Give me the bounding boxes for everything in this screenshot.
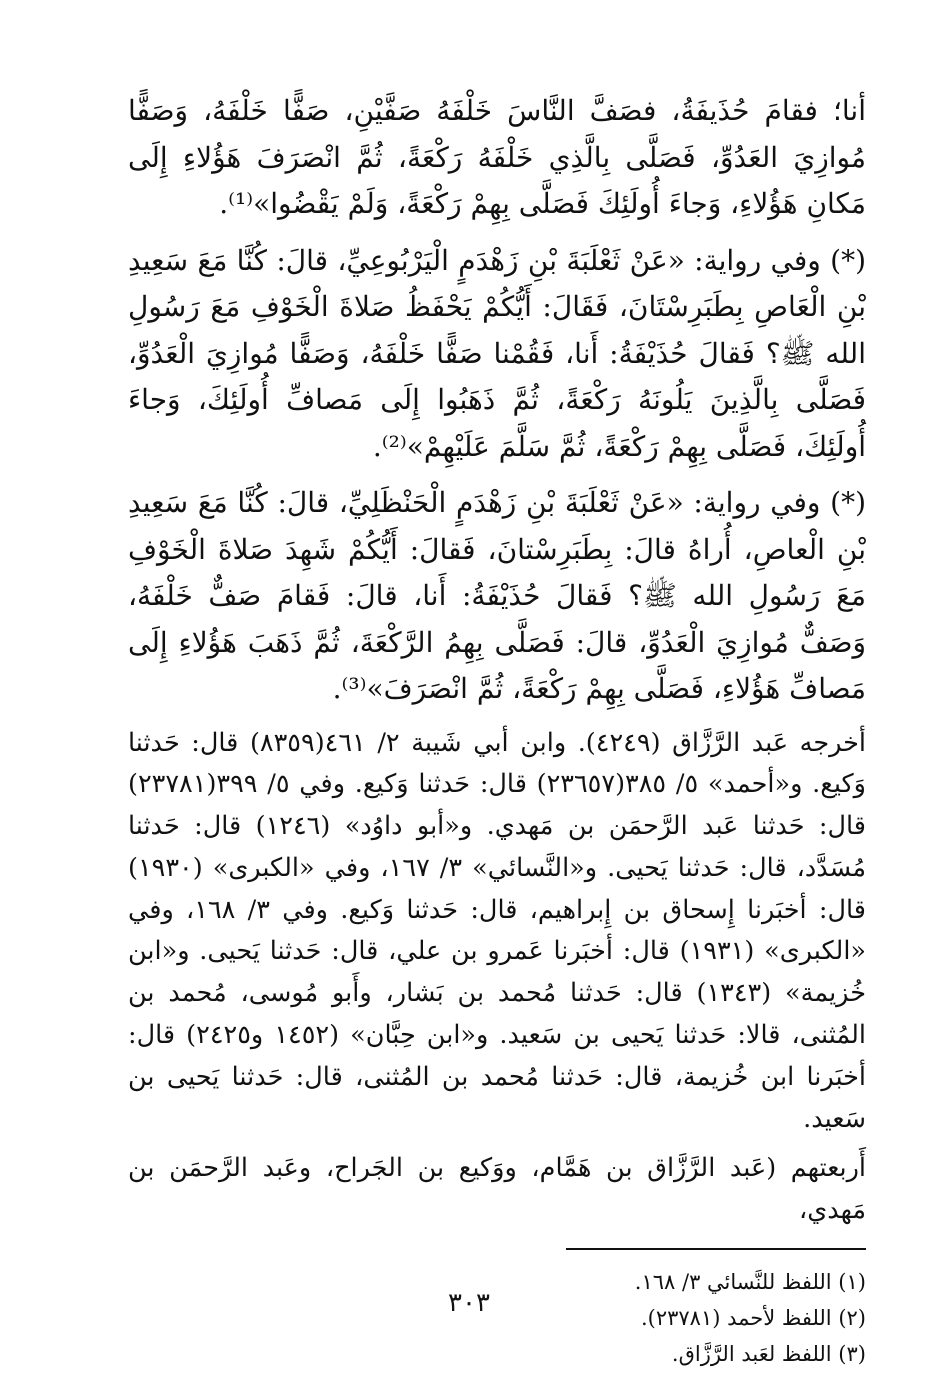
main-text bbox=[128, 88, 866, 1232]
footnotes bbox=[128, 1264, 866, 1372]
paragraph-1: أنا؛ فقامَ حُذَيفَةُ، فصَفَّ النَّاسَ خَلْفَهُ صَفَّيْنِ، صَفًّا خَلْفَهُ، وَصَفًّا مُوازِيَ العَدُوِّ، فَصَلَّى بِالَّذِي خَلْفَهُ رَكْعَةً، ثُمَّ انْصَرَفَ هَؤُلاءِ إِلَى مَكانِ هَؤُلاءِ، وَجاءَ أُولَئِكَ فَصَلَّى بِهِمْ رَكْعَةً، وَلَمْ يَقْضُوا»⁽¹⁾. bbox=[128, 94, 866, 220]
paragraph-3: (*) وفي رواية: «عَنْ ثَعْلَبَةَ بْنِ زَهْدَمٍ الْحَنْظَلِيِّ، قالَ: كُنَّا مَعَ سَعِيدِ بْنِ الْعاصِ، أُراهُ قالَ: بِطَبَرِسْتانَ، فَقالَ: أَيُّكُمْ شَهِدَ صَلاةَ الْخَوْفِ مَعَ رَسُولِ الله ﷺ؟ فَقالَ حُذَيْفَةُ: أَنا، قالَ: فَقامَ صَفٌّ خَلْفَهُ، وَصَفٌّ مُوازِيَ الْعَدُوِّ، قالَ: فَصَلَّى بِهِمُ الرَّكْعَةَ، ثُمَّ ذَهَبَ هَؤُلاءِ إِلَى مَصافِّ هَؤُلاءِ، فَصَلَّى بِهِمْ رَكْعَةً، ثُمَّ انْصَرَفَ»⁽³⁾. bbox=[128, 486, 866, 705]
page-number: ٣٠٣ bbox=[448, 1288, 490, 1318]
paragraph-2: (*) وفي رواية: «عَنْ ثَعْلَبَةَ بْنِ زَهْدَمٍ الْيَرْبُوعِيِّ، قالَ: كُنَّا مَعَ سَعِيدِ بْنِ الْعَاصِ بِطَبَرِسْتَانَ، فَقَالَ: أَيُّكُمْ يَحْفَظُ صَلاةَ الْخَوْفِ مَعَ رَسُولِ الله ﷺ؟ فَقالَ حُذَيْفَةُ: أَنا، فَقُمْنا صَفًّا خَلْفَهُ، وَصَفًّا مُوازِيَ الْعَدُوِّ، فَصَلَّى بِالَّذِينَ يَلُونَهُ رَكْعَةً، ثُمَّ ذَهَبُوا إِلَى مَصافِّ أُولَئِكَ، وَجاءَ أُولَئِكَ، فَصَلَّى بِهِمْ رَكْعَةً، ثُمَّ سَلَّمَ عَلَيْهِمْ»⁽²⁾. bbox=[128, 243, 866, 463]
footnote-1: (١) اللفظ للنَّسائي ٣/ ١٦٨. bbox=[634, 1270, 866, 1295]
takhrij-paragraph-2: أَربعتهم (عَبد الرَّزَّاق بن هَمَّام، ووَكيع بن الجَراح، وعَبد الرَّحمَن بن مَهدي، bbox=[128, 1153, 866, 1226]
page bbox=[128, 88, 867, 1367]
footnote-divider bbox=[566, 1248, 866, 1250]
footnote-3: (٣) اللفظ لعَبد الرَّزَّاق. bbox=[671, 1342, 866, 1367]
footnote-2: (٢) اللفظ لأحمد (٢٣٧٨١). bbox=[640, 1306, 866, 1331]
takhrij-paragraph-1: أخرجه عَبد الرَّزَّاق (٤٢٤٩). وابن أبي شَيبة ٢/ ٤٦١(٨٣٥٩) قال: حَدثنا وَكيع. و«أحمد» ٥/ ٣٨٥(٢٣٦٥٧) قال: حَدثنا وَكيع. وفي ٥/ ٣٩٩(٢٣٧٨١) قال: حَدثنا عَبد الرَّحمَن بن مَهدي. و«أبو داوُد» (١٢٤٦) قال: حَدثنا مُسَدَّد، قال: حَدثنا يَحيى. و«النَّسائي» ٣/ ١٦٧، وفي «الكبرى» (١٩٣٠) قال: أخبَرنا إِسحاق بن إِبراهيم، قال: حَدثنا وَكيع. وفي ٣/ ١٦٨، وفي «الكبرى» (١٩٣١) قال: أخبَرنا عَمرو بن علي، قال: حَدثنا يَحيى. و«ابن خُزيمة» (١٣٤٣) قال: حَدثنا مُحمد بن بَشار، وأَبو مُوسى، مُحمد بن المُثنى، قالا: حَدثنا يَحيى بن سَعيد. و«ابن حِبَّان» (١٤٥٢ و٢٤٢٥) قال: أخبَرنا ابن خُزيمة، قال: حَدثنا مُحمد بن المُثنى، قال: حَدثنا يَحيى بن سَعيد. bbox=[128, 727, 867, 1134]
